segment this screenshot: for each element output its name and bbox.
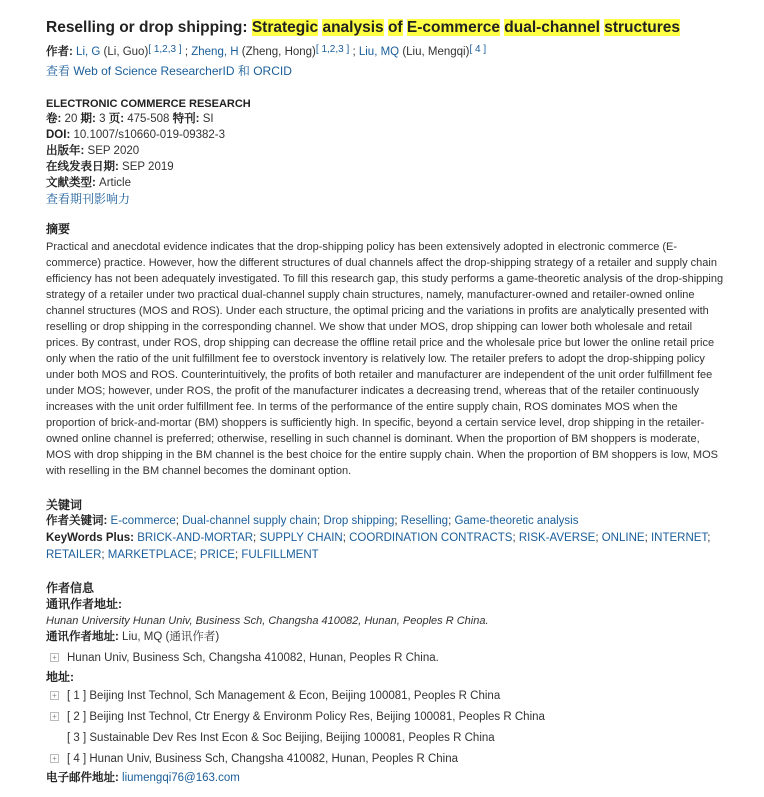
keyword-plus-link[interactable]: BRICK-AND-MORTAR [137, 532, 254, 544]
corr-author-label: 通讯作者地址: [46, 631, 119, 643]
title-highlight-word: of [387, 19, 403, 36]
keyword-plus-link[interactable]: SUPPLY CHAIN [259, 532, 343, 544]
authors-list [76, 46, 486, 58]
email-label: 电子邮件地址: [46, 772, 119, 784]
pubyear-row [46, 143, 718, 159]
author-link[interactable]: Liu, MQ [358, 46, 400, 58]
author-info-heading: 作者信息 [46, 581, 95, 595]
email-row [46, 770, 718, 786]
journal-name: ELECTRONIC COMMERCE RESEARCH [46, 98, 251, 110]
author-link[interactable]: Li, G [76, 46, 101, 58]
doi-value: 10.1007/s10660-019-09382-3 [73, 129, 226, 141]
title-highlight-word: analysis [322, 19, 384, 36]
keyword-plus-link[interactable]: COORDINATION CONTRACTS [349, 532, 513, 544]
title-highlight-word: E-commerce [406, 19, 500, 36]
issue-label: 期: [80, 113, 96, 125]
author-keyword-link[interactable]: Drop shipping [323, 515, 395, 527]
corr-address-value: Hunan Univ, Business Sch, Changsha 410082, Hunan, Peoples R China. [67, 652, 439, 664]
author-keywords-list: E-commerce; Dual-channel supply chain; Drop shipping; Reselling; Game-theoretic analysis [110, 515, 579, 527]
author-keywords-label: 作者关键词: [46, 515, 108, 527]
corr-author-row [46, 629, 718, 645]
keyword-plus-link[interactable]: ONLINE [601, 532, 645, 544]
pubyear-label: 出版年: [46, 145, 85, 157]
address-text: Sustainable Dev Res Inst Econ & Soc Beijing, Beijing 100081, Peoples R China [89, 732, 495, 744]
researcher-id-link[interactable]: 查看 Web of Science ResearcherID 和 ORCID [46, 64, 292, 78]
address-number: [ 1 ] [67, 690, 90, 702]
online-date-row [46, 159, 718, 175]
abstract-heading: 摘要 [46, 222, 71, 236]
special-label: 特刊: [172, 113, 200, 125]
author-keyword-link[interactable]: Reselling [400, 515, 449, 527]
email-link[interactable]: liumengqi76@163.com [122, 772, 240, 784]
keywords-heading: 关键词 [46, 498, 83, 512]
keyword-plus-link[interactable]: RETAILER [46, 549, 102, 561]
pages-label: 页: [108, 113, 125, 125]
address-number: [ 3 ] [67, 732, 90, 744]
title-highlighted [252, 19, 680, 36]
volume-value: 20 [64, 113, 78, 125]
author-separator: ; [181, 46, 192, 58]
keyword-plus-link[interactable]: INTERNET [650, 532, 708, 544]
address-text: Beijing Inst Technol, Ctr Energy & Environm Policy Res, Beijing 100081, Peoples R China [89, 711, 545, 723]
address-label: 地址: [46, 670, 74, 684]
author-separator: ; [349, 46, 359, 58]
address-row [46, 749, 718, 770]
author-keywords-row [46, 513, 718, 530]
issue-value: 3 [99, 113, 106, 125]
address-number: [ 2 ] [67, 711, 90, 723]
title-highlight-word: dual-channel [504, 19, 600, 36]
abstract-text: Practical and anecdotal evidence indicates that the drop-shipping policy has been extensively adopted in electronic commerce (E-commerce) practice. However, how the different structures of dual channels affect the drop-shipping strategy of a retailer and supply chain efficiency has not been adequately investigated. To fill this research gap, this study performs a game-theoretic analysis of the drop-shipping strategy of a retailer under two practical dual-channel supply chain structures, namely, manufacturer-owned and retailer-owned online channel structures (MOS and ROS). Under each structure, the optimal pricing and the variations in profits are analytically presented with reselling or drop shipping in the corresponding channel. We show that under MOS, drop shipping can lower both wholesale and retail prices. By contrast, under ROS, drop shipping can decrease the offline retail price and the wholesale price but lower the online retail price only when the ratio of the unit fulfillment fee to overstock inventory is relatively low. The retailer prefers to adopt the drop-shipping policy under both MOS and ROS. Counterintuitively, the profits of both retailer and manufacturer are independent of the unit order fulfillment fee under MOS; however, under ROS, the profit of the manufacturer indicates a decreasing trend, whereas that of the retailer continuously increases with the unit order fulfillment fee. In terms of the performance of the entire supply chain, ROS dominates MOS when the proportion of brick-and-mortar (BM) shoppers is sufficiently high. In specific, beyond a certain service level, drop shipping in the retailer-owned online channel is preferred; otherwise, reselling in such channel is dominant. When the proportion of BM shoppers is moderate, MOS with drop shipping in the BM channel is the best choice for the entire supply chain. When the proportion of BM shoppers is low, MOS with reselling in the BM channel becomes the dominant option. [46, 241, 724, 477]
keywords-plus-label: KeyWords Plus: [46, 532, 134, 544]
address-row [46, 686, 718, 707]
article-title [46, 18, 718, 38]
author-fullname: (Li, Guo) [100, 46, 149, 58]
author-keyword-link[interactable]: Dual-channel supply chain [182, 515, 318, 527]
keywords-plus-list: BRICK-AND-MORTAR; SUPPLY CHAIN; COORDINATION CONTRACTS; RISK-AVERSE; ONLINE; INTERNET; RETAILER; MARKETPLACE; PRICE; FULFILLMENT [46, 532, 711, 561]
keyword-plus-link[interactable]: FULFILLMENT [241, 549, 319, 561]
author-affiliation-ref[interactable]: [ 4 ] [469, 44, 487, 55]
corr-address-row [46, 648, 718, 669]
expand-plus-icon[interactable]: + [50, 754, 59, 763]
doctype-label: 文献类型: [46, 177, 96, 189]
doctype-value: Article [99, 177, 131, 189]
keyword-plus-link[interactable]: PRICE [199, 549, 235, 561]
pubyear-value: SEP 2020 [87, 145, 140, 157]
address-text: Hunan Univ, Business Sch, Changsha 410082, Hunan, Peoples R China [89, 753, 459, 765]
expand-plus-icon[interactable]: + [50, 691, 59, 700]
online-value: SEP 2019 [122, 161, 174, 173]
author-fullname: (Zheng, Hong) [238, 46, 316, 58]
keyword-plus-link[interactable]: RISK-AVERSE [518, 532, 596, 544]
doctype-row [46, 175, 718, 191]
online-label: 在线发表日期: [46, 161, 119, 173]
author-link[interactable]: Zheng, H [191, 46, 239, 58]
volume-label: 卷: [46, 113, 62, 125]
author-affiliation-ref[interactable]: [ 1,2,3 ] [148, 44, 182, 55]
keywords-plus-row [46, 530, 726, 564]
author-keyword-link[interactable]: E-commerce [110, 515, 176, 527]
authors-line [46, 44, 718, 61]
address-number: [ 4 ] [67, 753, 90, 765]
doi-row [46, 127, 718, 143]
address-text: Beijing Inst Technol, Sch Management & Econ, Beijing 100081, Peoples R China [89, 690, 501, 702]
author-fullname: (Liu, Mengqi) [399, 46, 470, 58]
pages-value: 475-508 [127, 113, 170, 125]
title-highlight-word: structures [604, 19, 681, 36]
keyword-plus-link[interactable]: MARKETPLACE [107, 549, 194, 561]
title-highlight-word: Strategic [251, 19, 319, 36]
author-affiliation-ref[interactable]: [ 1,2,3 ] [315, 44, 350, 55]
address-row [46, 728, 718, 749]
corr-address-label: 通讯作者地址: [46, 597, 122, 611]
expand-plus-icon[interactable]: + [50, 712, 59, 721]
journal-impact-link[interactable]: 查看期刊影响力 [46, 192, 131, 206]
title-plain: Reselling or drop shipping: [46, 19, 252, 36]
address-row [46, 707, 718, 728]
volume-row [46, 111, 718, 127]
authors-label: 作者: [46, 46, 73, 58]
author-keyword-link[interactable]: Game-theoretic analysis [454, 515, 579, 527]
corr-author-value: Liu, MQ (通讯作者) [122, 631, 220, 643]
corr-address-italic: Hunan University Hunan Univ, Business Sch, Changsha 410082, Hunan, Peoples R China. [46, 615, 489, 627]
doi-label: DOI: [46, 129, 71, 141]
special-value: SI [202, 113, 214, 125]
expand-plus-icon[interactable]: + [50, 653, 59, 662]
address-list [46, 686, 718, 770]
